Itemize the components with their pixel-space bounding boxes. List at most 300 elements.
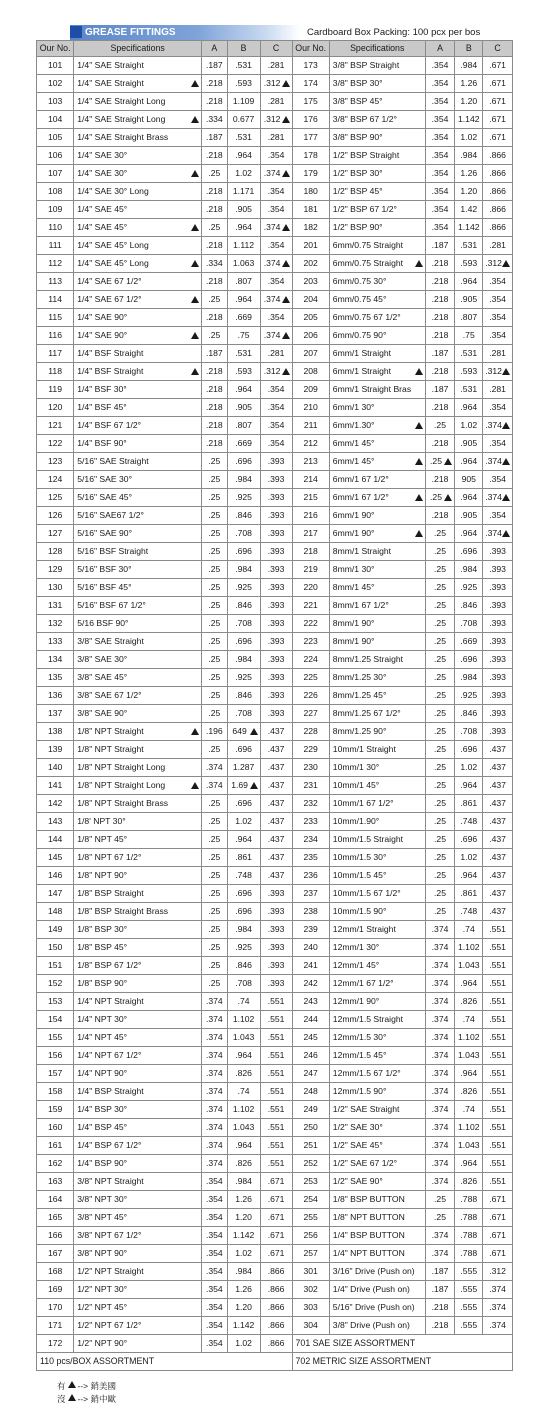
item-spec — [74, 147, 202, 165]
dim-c — [483, 885, 513, 903]
item-spec-text: 1/2" NPT 67 1/2° — [77, 1320, 142, 1330]
dim-b-text: .788 — [460, 1212, 478, 1222]
item-spec — [74, 93, 202, 111]
dim-b — [455, 849, 483, 867]
dim-a-text: .25 — [208, 456, 221, 466]
item-number — [292, 507, 329, 525]
item-number — [292, 921, 329, 939]
dim-c — [260, 1155, 292, 1173]
item-spec-text: 5/16" SAE67 1/2° — [77, 510, 144, 520]
dim-b-text: 1.109 — [232, 96, 255, 106]
item-spec — [329, 1011, 425, 1029]
dim-c-text: .312 — [263, 78, 281, 88]
item-spec — [329, 543, 425, 561]
dim-b-text: .905 — [460, 294, 478, 304]
item-number — [292, 129, 329, 147]
triangle-icon — [68, 1381, 76, 1388]
item-number-text: 181 — [303, 204, 318, 214]
triangle-icon — [444, 494, 452, 501]
dim-c-text: .551 — [267, 1086, 285, 1096]
item-spec — [74, 201, 202, 219]
dim-c-text: .437 — [489, 870, 506, 880]
item-spec-text: 3/8" BSP Straight — [332, 60, 400, 70]
dim-b-text: .846 — [235, 960, 252, 970]
dim-a-text: .187 — [431, 348, 449, 358]
dim-a-text: .218 — [205, 402, 223, 412]
dim-b — [227, 597, 260, 615]
dim-b-text: .531 — [460, 240, 478, 250]
dim-a-text: .218 — [205, 420, 223, 430]
item-number — [37, 1155, 74, 1173]
triangle-icon — [191, 116, 199, 123]
item-spec — [329, 255, 425, 273]
item-spec-text: 1/4" NPT Straight — [77, 996, 144, 1006]
dim-b — [455, 1263, 483, 1281]
item-number — [37, 687, 74, 705]
dim-a — [425, 363, 455, 381]
item-spec — [329, 597, 425, 615]
dim-c-text: .393 — [267, 942, 285, 952]
dim-c-text: .354 — [267, 402, 285, 412]
packing-note: Cardboard Box Packing: 100 pcx per bos — [307, 27, 481, 38]
item-spec-text: 12mm/1.5 Straight — [332, 1014, 404, 1024]
dim-b — [455, 93, 483, 111]
dim-c-text: .437 — [489, 762, 506, 772]
dim-b-text: 1.043 — [458, 1050, 480, 1060]
dim-b-text: .696 — [235, 888, 252, 898]
dim-a — [425, 993, 455, 1011]
item-number-text: 235 — [303, 852, 318, 862]
item-number-text: 113 — [48, 276, 62, 286]
dim-c-text: .551 — [489, 1104, 506, 1114]
dim-a-text: .25 — [208, 528, 221, 538]
dim-b-text: .696 — [235, 798, 252, 808]
dim-c — [483, 363, 513, 381]
item-number — [292, 363, 329, 381]
item-spec — [329, 867, 425, 885]
dim-a — [425, 147, 455, 165]
table-row — [37, 1101, 513, 1119]
dim-a — [425, 723, 455, 741]
item-number-text: 244 — [303, 1014, 318, 1024]
header — [36, 25, 513, 40]
dim-b-text: .669 — [460, 636, 478, 646]
item-spec — [74, 921, 202, 939]
item-spec — [74, 615, 202, 633]
item-number-text: 209 — [303, 384, 318, 394]
dim-c — [483, 939, 513, 957]
item-number-text: 254 — [303, 1194, 318, 1204]
dim-c — [483, 147, 513, 165]
dim-c-text: .374 — [263, 330, 281, 340]
dim-c-text: .312 — [263, 366, 281, 376]
item-spec — [74, 561, 202, 579]
item-spec — [74, 1281, 202, 1299]
dim-c-text: .354 — [489, 510, 506, 520]
dim-a-text: .354 — [431, 186, 449, 196]
table-row — [37, 993, 513, 1011]
dim-c — [260, 831, 292, 849]
table-row — [37, 399, 513, 417]
dim-a — [202, 291, 228, 309]
dim-c-text: .671 — [489, 132, 506, 142]
item-spec — [74, 219, 202, 237]
dim-c — [260, 651, 292, 669]
item-spec-text: 8mm/1 90° — [332, 636, 375, 646]
dim-a — [425, 795, 455, 813]
item-number — [292, 93, 329, 111]
item-spec-text: 1/4" SAE 45° Long — [77, 240, 149, 250]
dim-a — [425, 921, 455, 939]
dim-c — [483, 93, 513, 111]
table-row — [37, 417, 513, 435]
item-number — [292, 471, 329, 489]
item-number — [292, 147, 329, 165]
dim-a-text: .25 — [208, 600, 221, 610]
item-number — [292, 939, 329, 957]
item-spec-text: 8mm/1 67 1/2° — [332, 600, 389, 610]
dim-a — [202, 561, 228, 579]
item-number-text: 211 — [303, 420, 318, 430]
dim-b-text: .74 — [462, 1104, 475, 1114]
dim-a-text: .218 — [431, 510, 449, 520]
item-spec — [329, 615, 425, 633]
dim-c-text: .281 — [267, 60, 285, 70]
item-spec-text: 1/4" NPT BUTTON — [332, 1248, 405, 1258]
item-spec-text: 1/8" NPT Straight Long — [77, 780, 166, 790]
item-number — [37, 93, 74, 111]
dim-b — [455, 273, 483, 291]
item-spec-text: 1/8" BSP Straight Brass — [77, 906, 169, 916]
dim-b-text: .696 — [235, 456, 252, 466]
item-spec — [329, 1227, 425, 1245]
dim-c — [483, 1191, 513, 1209]
item-number — [37, 201, 74, 219]
dim-a-text: .374 — [431, 924, 449, 934]
dim-a — [202, 507, 228, 525]
triangle-icon — [68, 1394, 76, 1401]
dim-b-text: .75 — [462, 330, 475, 340]
table-row — [37, 327, 513, 345]
dim-b — [455, 327, 483, 345]
item-spec-text: 6mm/1.30° — [332, 420, 375, 430]
item-number-text: 131 — [47, 600, 63, 610]
table-row — [37, 111, 513, 129]
dim-b — [455, 345, 483, 363]
dim-b — [455, 453, 483, 471]
item-spec — [329, 651, 425, 669]
item-spec — [74, 1191, 202, 1209]
dim-c — [483, 921, 513, 939]
table-row — [37, 867, 513, 885]
dim-a — [425, 327, 455, 345]
item-number-text: 238 — [303, 906, 318, 916]
dim-a — [425, 579, 455, 597]
triangle-icon — [191, 332, 199, 339]
table-row — [37, 309, 513, 327]
item-number-text: 172 — [47, 1338, 63, 1348]
dim-a — [202, 957, 228, 975]
dim-a — [425, 1227, 455, 1245]
item-number-text: 175 — [303, 96, 318, 106]
item-number-text: 301 — [303, 1266, 318, 1276]
item-spec-text: 1/8" NPT 45° — [77, 834, 128, 844]
dim-a — [202, 417, 228, 435]
dim-a-text: .354 — [205, 1176, 223, 1186]
item-number — [37, 543, 74, 561]
dim-a — [202, 867, 228, 885]
item-spec — [329, 1191, 425, 1209]
dim-c-text: .374 — [263, 222, 281, 232]
dim-c-text: .551 — [489, 1176, 506, 1186]
dim-c — [483, 741, 513, 759]
dim-b — [227, 273, 260, 291]
footer-row — [37, 1353, 513, 1371]
item-number — [292, 795, 329, 813]
dim-a — [202, 1047, 228, 1065]
dim-a — [202, 453, 228, 471]
dim-a — [425, 1011, 455, 1029]
dim-c — [260, 1137, 292, 1155]
column-header: B — [455, 41, 483, 57]
dim-a-text: .25 — [434, 852, 446, 862]
column-header: Specifications — [329, 41, 425, 57]
dim-c-text: .393 — [267, 708, 285, 718]
item-spec — [74, 327, 202, 345]
dim-b-text: .696 — [460, 546, 478, 556]
item-spec-text: 5/16" BSF 67 1/2° — [77, 600, 146, 610]
item-spec-text: 1/4" BSP 30° — [77, 1104, 128, 1114]
dim-b-text: .925 — [460, 690, 478, 700]
item-number — [37, 885, 74, 903]
item-number-text: 214 — [303, 474, 318, 484]
item-number-text: 169 — [47, 1284, 63, 1294]
dim-a — [425, 1101, 455, 1119]
dim-b-text: .861 — [460, 798, 478, 808]
item-spec-text: 1/4" SAE 67 1/2° — [77, 276, 142, 286]
dim-c-text: .354 — [267, 150, 285, 160]
dim-c-text: .374 — [485, 456, 502, 466]
dim-b-text: 1.02 — [460, 762, 478, 772]
title-banner — [70, 25, 300, 40]
dim-b — [455, 723, 483, 741]
table-row — [37, 1155, 513, 1173]
dim-a — [202, 111, 228, 129]
dim-b — [227, 111, 260, 129]
dim-c-text: .312 — [489, 1266, 506, 1276]
dim-a-text: .25 — [434, 744, 446, 754]
dim-b-text: 1.142 — [458, 114, 480, 124]
dim-b — [227, 885, 260, 903]
dim-c-text: .374 — [485, 420, 502, 430]
dim-c — [260, 633, 292, 651]
dim-b-text: .964 — [460, 870, 478, 880]
dim-c-text: .437 — [267, 870, 285, 880]
dim-b — [455, 57, 483, 75]
dim-a-text: .374 — [205, 1050, 223, 1060]
dim-c-text: .671 — [267, 1194, 285, 1204]
item-spec — [74, 1119, 202, 1137]
item-spec-text: 1/4" SAE 67 1/2° — [77, 294, 142, 304]
dim-b — [227, 1335, 260, 1353]
dim-b — [227, 1191, 260, 1209]
item-number — [37, 1065, 74, 1083]
item-spec-text: 1/8" BSP 90° — [77, 978, 128, 988]
triangle-icon — [191, 260, 199, 267]
dim-c — [260, 309, 292, 327]
dim-a-text: .25 — [208, 870, 221, 880]
item-number — [292, 615, 329, 633]
dim-b-text: .696 — [460, 834, 478, 844]
item-number — [37, 849, 74, 867]
triangle-icon — [282, 116, 290, 123]
dim-a — [425, 1317, 455, 1335]
dim-b-text: 1.69 — [231, 780, 248, 790]
item-number — [37, 1011, 74, 1029]
dim-b-text: .708 — [235, 708, 252, 718]
dim-a — [202, 921, 228, 939]
dim-a — [202, 345, 228, 363]
dim-a-text: .25 — [434, 816, 446, 826]
dim-a-text: .25 — [434, 888, 446, 898]
dim-b — [227, 1011, 260, 1029]
dim-c — [483, 111, 513, 129]
dim-b — [227, 795, 260, 813]
dim-b-text: .861 — [460, 888, 478, 898]
dim-b-text: .984 — [460, 672, 478, 682]
item-spec-text: 12mm/1 90° — [332, 996, 380, 1006]
dim-c — [483, 1227, 513, 1245]
item-number-text: 167 — [47, 1248, 63, 1258]
table-row — [37, 723, 513, 741]
dim-c — [260, 543, 292, 561]
dim-c-text: .374 — [263, 168, 281, 178]
dim-c-text: .393 — [489, 690, 506, 700]
dim-a-text: .218 — [431, 276, 449, 286]
item-spec — [74, 579, 202, 597]
dim-c-text: .551 — [267, 1032, 285, 1042]
dim-b — [455, 759, 483, 777]
dim-b-text: 1.26 — [235, 1194, 252, 1204]
item-spec — [74, 777, 202, 795]
dim-b — [227, 507, 260, 525]
dim-a — [425, 75, 455, 93]
item-spec — [329, 417, 425, 435]
item-number — [37, 489, 74, 507]
dim-b-text: .984 — [460, 150, 478, 160]
dim-a — [202, 201, 228, 219]
dim-b-text: .846 — [235, 690, 252, 700]
item-spec — [329, 381, 425, 399]
dim-b — [227, 453, 260, 471]
dim-c — [260, 957, 292, 975]
item-spec-text: 1/4" BSP Straight — [77, 1086, 144, 1096]
item-spec — [329, 291, 425, 309]
item-spec-text: 1/2" SAE Straight — [332, 1104, 400, 1114]
dim-a — [425, 1137, 455, 1155]
table-row — [37, 57, 513, 75]
item-spec — [74, 1263, 202, 1281]
dim-b-text: .696 — [235, 744, 252, 754]
dim-a-text: .354 — [205, 1212, 223, 1222]
triangle-icon — [444, 458, 452, 465]
item-spec — [329, 273, 425, 291]
item-spec-text: 12mm/1.5 67 1/2° — [332, 1068, 401, 1078]
item-number-text: 245 — [303, 1032, 318, 1042]
dim-b — [227, 561, 260, 579]
dim-c — [483, 1209, 513, 1227]
dim-a — [202, 579, 228, 597]
dim-b-text: 1.20 — [235, 1212, 252, 1222]
item-number — [37, 957, 74, 975]
item-number-text: 250 — [303, 1122, 318, 1132]
dim-a-text: .374 — [431, 1104, 449, 1114]
item-number-text: 257 — [303, 1248, 318, 1258]
column-header: Our No. — [37, 41, 74, 57]
dim-c — [483, 165, 513, 183]
dim-c — [483, 309, 513, 327]
item-spec-text: 6mm/1 45° — [332, 456, 375, 466]
dim-a-text: .374 — [431, 996, 449, 1006]
dim-c — [260, 975, 292, 993]
dim-a-text: .25 — [208, 924, 221, 934]
item-spec — [329, 849, 425, 867]
dim-b-text: .984 — [460, 60, 478, 70]
dim-c-text: .671 — [267, 1212, 285, 1222]
item-number-text: 162 — [47, 1158, 63, 1168]
item-spec-text: 1/4" BSP 45° — [77, 1122, 128, 1132]
dim-c-text: .671 — [267, 1248, 285, 1258]
dim-a — [425, 1263, 455, 1281]
dim-c — [260, 921, 292, 939]
dim-c-text: .354 — [267, 240, 285, 250]
dim-c — [260, 1119, 292, 1137]
dim-c — [260, 1281, 292, 1299]
item-number-text: 107 — [47, 168, 63, 178]
dim-c-text: .393 — [267, 474, 285, 484]
dim-a-text: .218 — [431, 330, 449, 340]
dim-c-text: .551 — [267, 1068, 285, 1078]
dim-a — [425, 957, 455, 975]
item-spec-text: 1/4" SAE Straight — [77, 78, 144, 88]
item-number — [292, 417, 329, 435]
item-number-text: 240 — [303, 942, 318, 952]
dim-b-text: .925 — [235, 582, 252, 592]
dim-b — [455, 867, 483, 885]
dim-a-text: .354 — [431, 96, 449, 106]
item-spec — [329, 1047, 425, 1065]
dim-c-text: .354 — [267, 204, 285, 214]
item-number-text: 236 — [303, 870, 318, 880]
item-spec-text: 1/8" NPT BUTTON — [332, 1212, 405, 1222]
item-number — [292, 1281, 329, 1299]
dim-c-text: .354 — [489, 330, 506, 340]
dim-a — [202, 705, 228, 723]
table-row — [37, 255, 513, 273]
dim-a-text: .354 — [205, 1230, 223, 1240]
dim-c — [483, 831, 513, 849]
item-number-text: 203 — [303, 276, 318, 286]
dim-c-text: .437 — [267, 816, 285, 826]
dim-b-text: .826 — [235, 1158, 252, 1168]
table-row — [37, 291, 513, 309]
dim-c — [260, 1245, 292, 1263]
dim-a-text: .25 — [434, 654, 446, 664]
dim-c — [483, 1101, 513, 1119]
item-spec-text: 1/2" SAE 30° — [332, 1122, 383, 1132]
dim-b — [455, 633, 483, 651]
dim-c-text: .354 — [267, 312, 285, 322]
